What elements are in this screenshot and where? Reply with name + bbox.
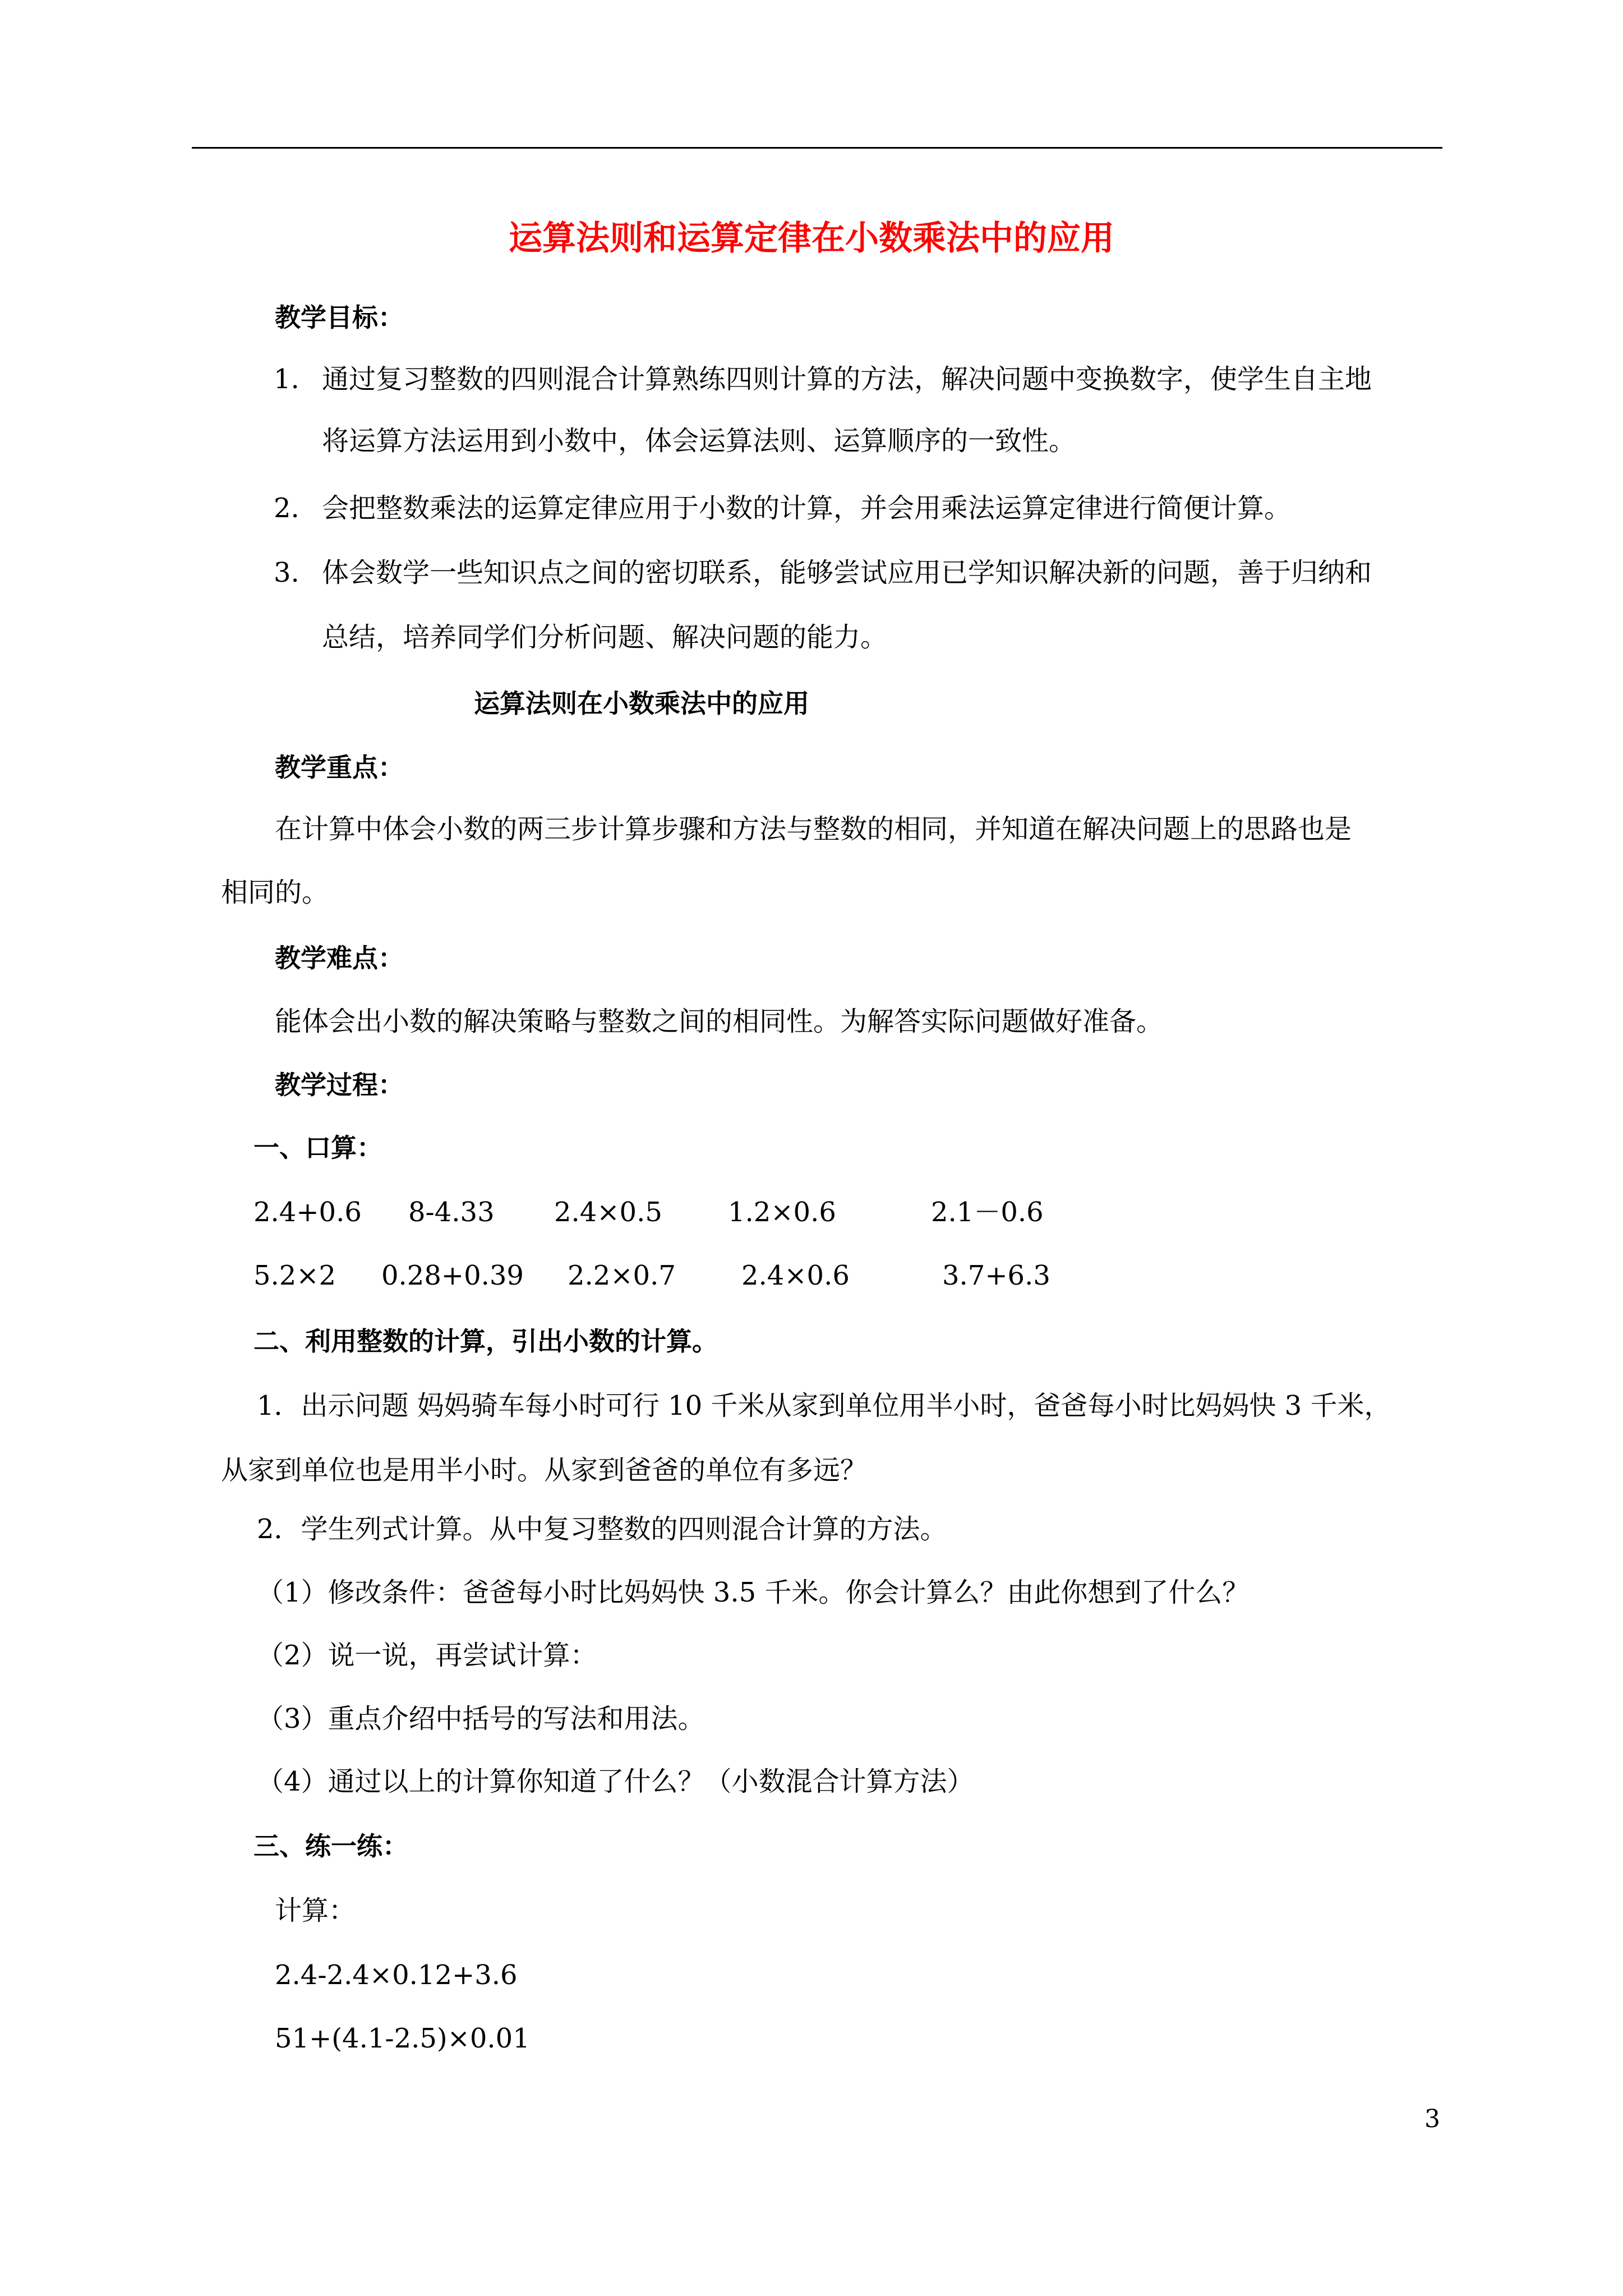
exercise-2: 51+(4.1-2.5)×0.01 (275, 2023, 530, 2054)
oral-item: 2.2×0.7 (568, 1260, 676, 1291)
objective-1-line2: 将运算方法运用到小数中，体会运算法则、运算顺序的一致性。 (322, 425, 1076, 457)
difficulty-heading: 教学难点： (275, 943, 404, 973)
difficulty-line1: 能体会出小数的解决策略与整数之间的相同性。为解答实际问题做好准备。 (275, 1006, 1164, 1037)
objective-1-line1: 通过复习整数的四则混合计算熟练四则计算的方法，解决问题中变换数字，使学生自主地 (322, 364, 1372, 395)
page-number: 3 (1424, 2105, 1440, 2133)
section2-sub-2: （2）说一说，再尝试计算： (257, 1640, 597, 1671)
objective-3-number: 3. (274, 557, 299, 588)
oral-item: 3.7+6.3 (942, 1260, 1050, 1291)
objective-2-line1: 会把整数乘法的运算定律应用于小数的计算，并会用乘法运算定律进行简便计算。 (322, 493, 1292, 524)
key-point-heading: 教学重点： (275, 752, 404, 783)
key-point-line2: 相同的。 (221, 877, 329, 908)
oral-item: 5.2×2 (253, 1260, 336, 1291)
exercise-1: 2.4-2.4×0.12+3.6 (275, 1959, 518, 1991)
objective-1-number: 1. (274, 364, 299, 395)
oral-item: 2.4×0.6 (741, 1260, 850, 1291)
oral-item: 2.1－0.6 (931, 1197, 1044, 1228)
oral-item: 8-4.33 (408, 1197, 495, 1228)
oral-item: 2.4+0.6 (253, 1197, 362, 1228)
section2-sub-1: （1）修改条件：爸爸每小时比妈妈快 3.5 千米。你会计算么？由此你想到了什么？ (257, 1577, 1249, 1608)
section2-sub-4: （4）通过以上的计算你知道了什么？（小数混合计算方法） (257, 1766, 974, 1797)
header-rule (192, 147, 1442, 149)
objective-3-line2: 总结，培养同学们分析问题、解决问题的能力。 (322, 622, 888, 653)
section-subtitle: 运算法则在小数乘法中的应用 (474, 688, 809, 719)
oral-heading: 一、口算： (253, 1133, 382, 1163)
document-title: 运算法则和运算定律在小数乘法中的应用 (509, 219, 1114, 258)
section2-heading: 二、利用整数的计算，引出小数的计算。 (253, 1326, 718, 1356)
section2-p1-line1: 1．出示问题 妈妈骑车每小时可行 10 千米从家到单位用半小时，爸爸每小时比妈妈快 3 千米， (257, 1390, 1391, 1421)
process-heading: 教学过程： (275, 1070, 404, 1100)
section3-heading: 三、练一练： (253, 1831, 408, 1861)
oral-item: 1.2×0.6 (728, 1197, 836, 1228)
section2-p1-line2: 从家到单位也是用半小时。从家到爸爸的单位有多远？ (221, 1455, 868, 1486)
calc-label: 计算： (275, 1895, 356, 1926)
objective-3-line1: 体会数学一些知识点之间的密切联系，能够尝试应用已学知识解决新的问题，善于归纳和 (322, 557, 1372, 588)
key-point-line1: 在计算中体会小数的两三步计算步骤和方法与整数的相同，并知道在解决问题上的思路也是 (275, 813, 1352, 845)
objectives-heading: 教学目标： (275, 302, 404, 333)
section2-sub-3: （3）重点介绍中括号的写法和用法。 (257, 1703, 705, 1734)
objective-2-number: 2. (274, 493, 299, 524)
oral-item: 0.28+0.39 (381, 1260, 524, 1291)
section2-p2: 2．学生列式计算。从中复习整数的四则混合计算的方法。 (257, 1513, 947, 1545)
oral-item: 2.4×0.5 (554, 1197, 662, 1228)
